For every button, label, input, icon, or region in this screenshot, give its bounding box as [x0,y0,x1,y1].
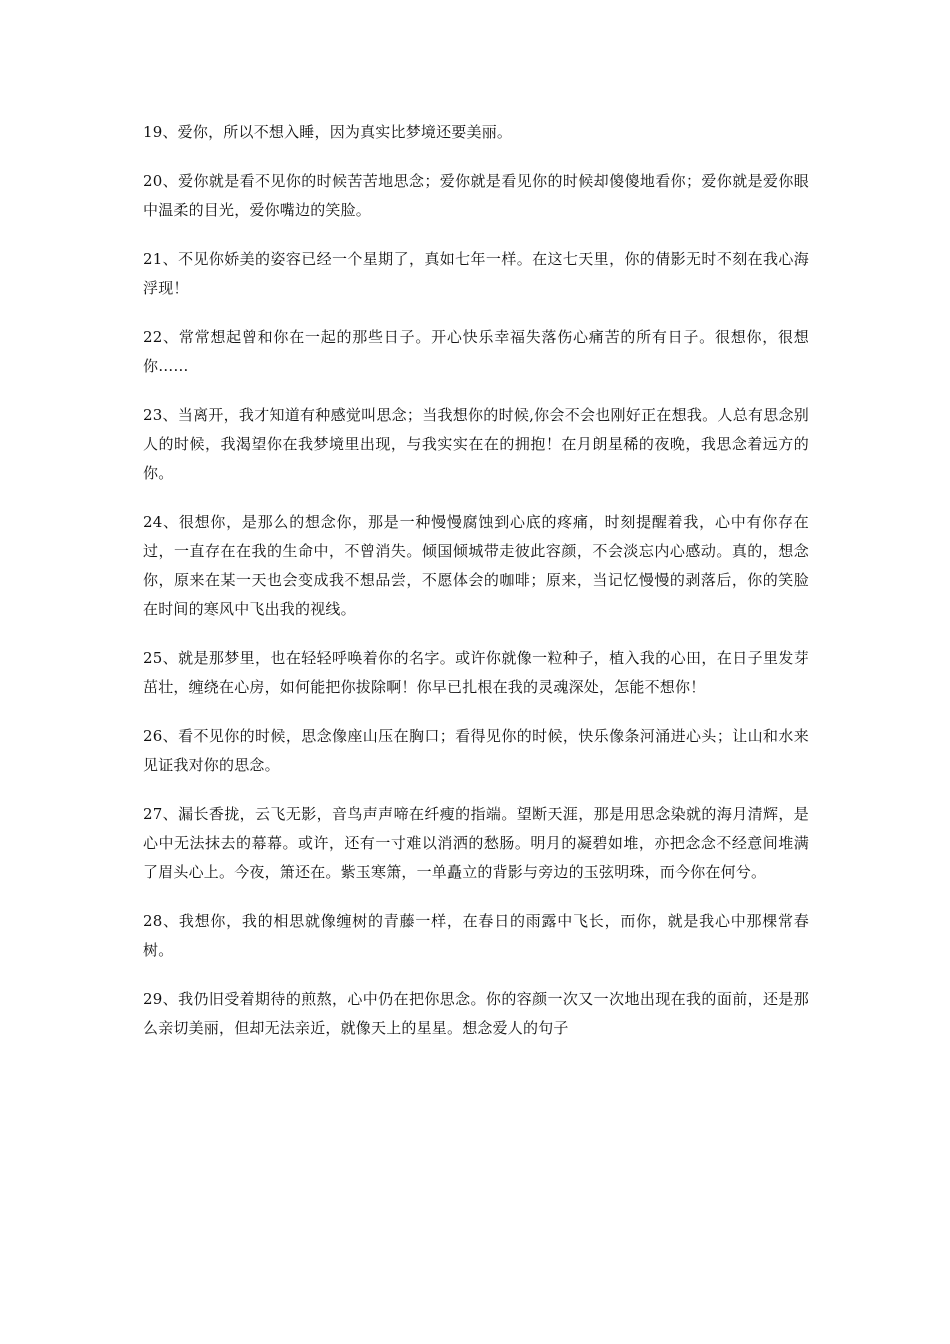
paragraph-26: 26、看不见你的时候，思念像座山压在胸口；看得见你的时候，快乐像条河涌进心头；让山和水来见证我对你的思念。 [143,727,809,774]
paragraph-24: 24、很想你，是那么的想念你，那是一种慢慢腐蚀到心底的疼痛，时刻提醒着我，心中有你存在过，一直存在在我的生命中，不曾消失。倾国倾城带走彼此容颜，不会淡忘内心感动。真的，想念你，原来在某一天也会变成我不想品尝，不愿体会的咖啡；原来，当记忆慢慢的剥落后，你的笑脸在时间的寒风中飞出我的视线。 [143,513,809,618]
paragraph-20: 20、爱你就是看不见你的时候苦苦地思念；爱你就是看见你的时候却傻傻地看你；爱你就是爱你眼中温柔的目光，爱你嘴边的笑脸。 [143,172,809,219]
paragraph-27: 27、漏长香拢，云飞无影，音鸟声声啼在纤瘦的指端。望断天涯，那是用思念染就的海月清辉，是心中无法抹去的幕幕。或许，还有一寸难以消洒的愁肠。明月的凝碧如堆，亦把念念不经意间堆满了眉头心上。今夜，箫还在。紫玉寒箫，一单矗立的背影与旁边的玉弦明珠，而今你在何兮。 [143,805,809,881]
paragraph-19: 19、爱你，所以不想入睡，因为真实比梦境还要美丽。 [143,123,513,141]
paragraph-25: 25、就是那梦里，也在轻轻呼唤着你的名字。或许你就像一粒种子，植入我的心田，在日子里发芽茁壮，缠绕在心房，如何能把你拔除啊！你早已扎根在我的灵魂深处，怎能不想你！ [143,649,809,696]
paragraph-23: 23、当离开，我才知道有种感觉叫思念；当我想你的时候,你会不会也刚好正在想我。人总有思念别人的时候，我渴望你在我梦境里出现，与我实实在在的拥抱！在月朗星稀的夜晚，我思念着远方的你。 [143,406,809,482]
paragraph-29: 29、我仍旧受着期待的煎熬，心中仍在把你思念。你的容颜一次又一次地出现在我的面前，还是那么亲切美丽，但却无法亲近，就像天上的星星。想念爱人的句子 [143,990,809,1037]
document-body [143,118,809,1063]
paragraph-28: 28、我想你，我的相思就像缠树的青藤一样，在春日的雨露中飞长，而你，就是我心中那棵常春树。 [143,912,809,959]
paragraph-21: 21、不见你娇美的姿容已经一个星期了，真如七年一样。在这七天里，你的倩影无时不刻在我心海浮现！ [143,250,809,297]
paragraph-22: 22、常常想起曾和你在一起的那些日子。开心快乐幸福失落伤心痛苦的所有日子。很想你，很想你…… [143,328,809,375]
